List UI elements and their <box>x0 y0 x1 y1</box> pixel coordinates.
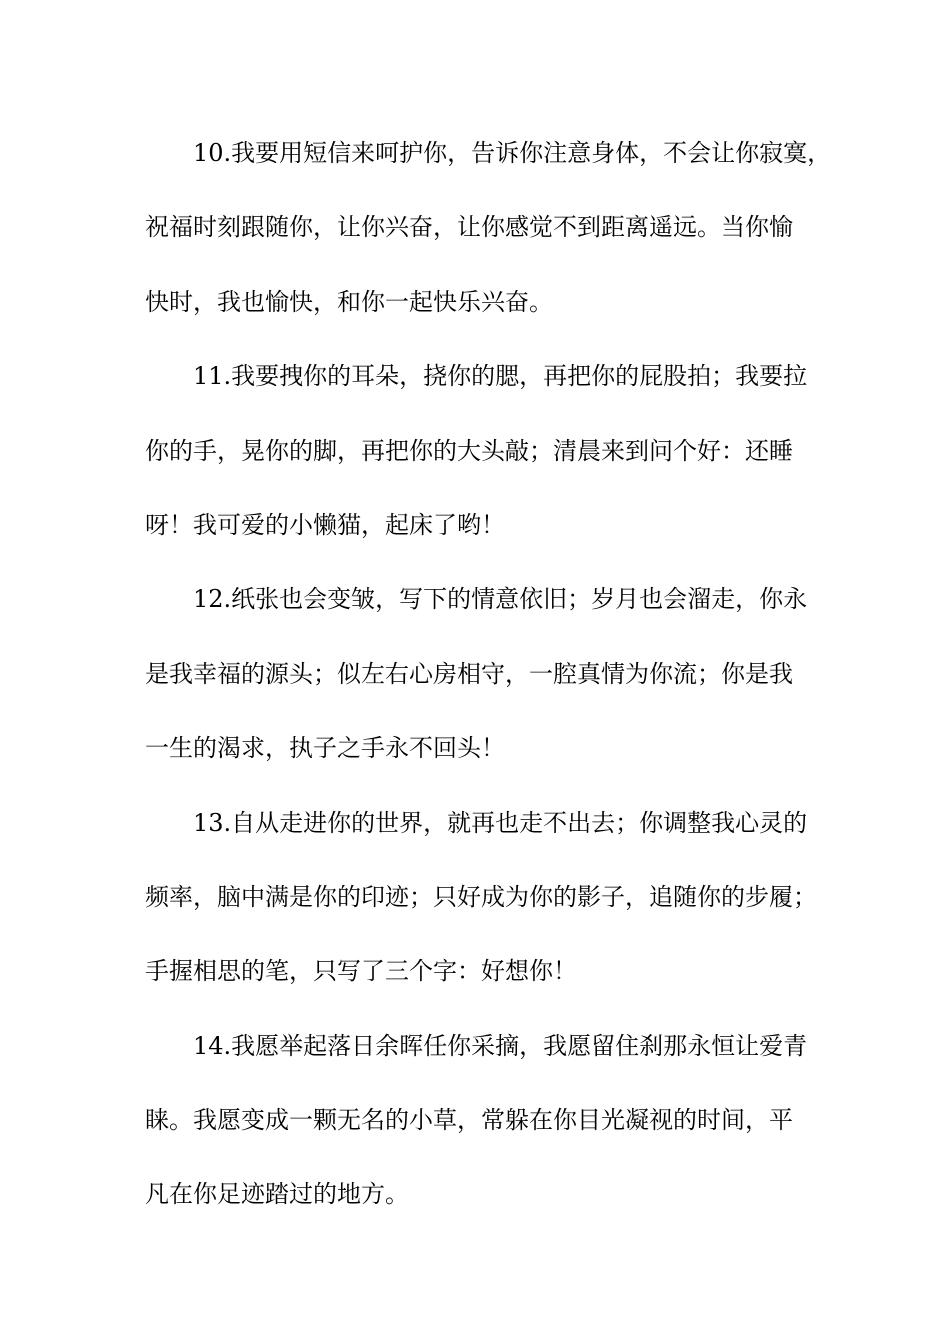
paragraph-line: 13.自从走进你的世界，就再也走不出去；你调整我心灵的 <box>193 808 808 837</box>
paragraph-11 <box>145 356 825 579</box>
paragraph-12 <box>145 579 825 802</box>
paragraph-14 <box>145 1026 825 1249</box>
paragraph-line: 睐。我愿变成一颗无名的小草，常躲在你目光凝视的时间，平 <box>145 1106 793 1135</box>
paragraph-line: 12.纸张也会变皱，写下的情意依旧；岁月也会溜走，你永 <box>193 585 808 614</box>
paragraph-line: 你的手，晃你的脚，再把你的大头敲；清晨来到问个好：还睡 <box>145 436 793 465</box>
paragraph-line: 手握相思的笔，只写了三个字：好想你！ <box>145 957 577 986</box>
paragraph-line: 14.我愿举起落日余晖任你采摘，我愿留住刹那永恒让爱青 <box>193 1031 808 1060</box>
paragraph-13 <box>145 803 825 1026</box>
paragraph-10 <box>145 133 832 356</box>
paragraph-line: 10.我要用短信来呵护你，告诉你注意身体，不会让你寂寞， <box>193 139 832 167</box>
paragraph-line: 快时，我也愉快，和你一起快乐兴奋。 <box>145 287 553 316</box>
paragraph-line: 一生的渴求，执子之手永不回头！ <box>145 734 505 763</box>
paragraph-line: 11.我要拽你的耳朵，挠你的腮，再把你的屁股拍；我要拉 <box>193 362 808 391</box>
paragraph-line: 是我幸福的源头；似左右心房相守，一腔真情为你流；你是我 <box>145 659 793 688</box>
paragraph-line: 祝福时刻跟随你，让你兴奋，让你感觉不到距离遥远。当你愉 <box>145 213 793 242</box>
document-body <box>145 133 832 1249</box>
paragraph-line: 呀！我可爱的小懒猫，起床了哟！ <box>145 510 505 539</box>
paragraph-line: 凡在你足迹踏过的地方。 <box>145 1180 409 1209</box>
paragraph-line: 频率，脑中满是你的印迹；只好成为你的影子，追随你的步履； <box>145 882 817 911</box>
